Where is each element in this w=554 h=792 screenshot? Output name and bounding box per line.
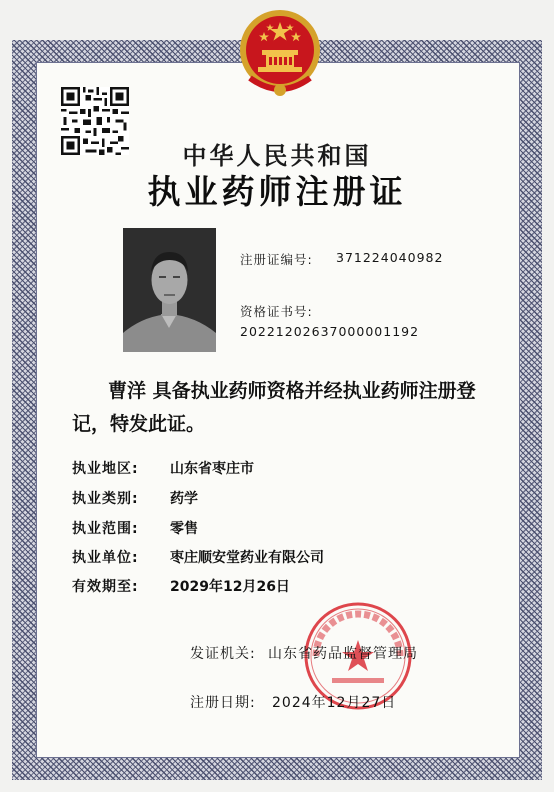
practice-category-value: 药学 (170, 491, 198, 507)
valid-until-label: 有效期至: (72, 579, 139, 595)
practice-unit-label: 执业单位: (72, 550, 139, 566)
issuer-value: 山东省药品监督管理局 (268, 646, 418, 662)
practice-scope-label: 执业范围: (72, 521, 139, 537)
practice-region-value: 山东省枣庄市 (170, 461, 254, 477)
practice-unit-value: 枣庄顺安堂药业有限公司 (170, 550, 324, 566)
practice-region-label: 执业地区: (72, 461, 139, 477)
certification-statement: 曹洋 具备执业药师资格并经执业药师注册登记，特发此证。 (72, 380, 476, 435)
registration-number-label: 注册证编号: (240, 252, 313, 267)
practice-scope-value: 零售 (170, 521, 198, 537)
registration-date-label: 注册日期: (190, 695, 256, 711)
holder-photo (123, 228, 216, 352)
issuer-label: 发证机关: (190, 646, 256, 662)
national-emblem (236, 0, 324, 110)
registration-number: 371224040982 (336, 250, 444, 265)
registration-date-value: 2024年12月27日 (272, 695, 397, 711)
qualification-number-label: 资格证书号: (240, 304, 313, 319)
qualification-number: 20221202637000001192 (240, 324, 420, 339)
certificate-title: 执业药师注册证 (147, 172, 407, 211)
country-title: 中华人民共和国 (182, 141, 372, 170)
valid-until-value: 2029年12月26日 (170, 579, 290, 595)
practice-category-label: 执业类别: (72, 491, 139, 507)
